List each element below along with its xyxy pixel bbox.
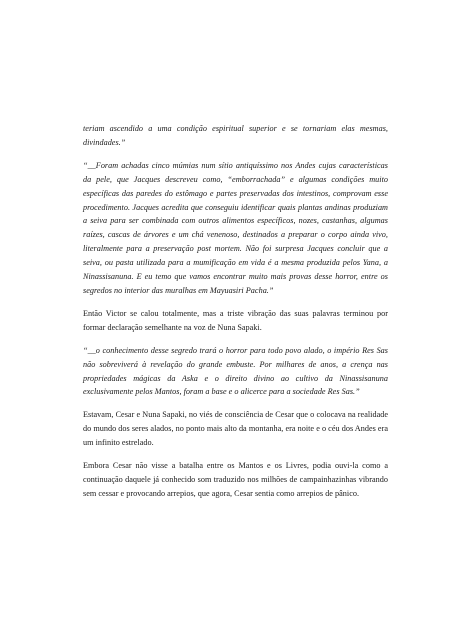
paragraph-5: Estavam, Cesar e Nuna Sapaki, no viés de consciência de Cesar que o colocava na realidade do mundo dos seres alados, no ponto mais alto da montanha, era noite e o céu dos Andes era um infinito estrelado. [83,410,388,448]
paragraph-2: “__Foram achadas cinco múmias num sítio antiquíssimo nos Andes cujas características da pele, que Jacques descreveu como, “emborrachada” e algumas condições muito específicas das paredes do estômago e partes preservadas dos intestinos, comprovam esse procedimento. Jacques acredita que conseguiu identificar quais plantas andinas produziam a seiva para ser combinada com outros alimentos específicos, nozes, castanhas, algumas raízes, cascas de árvores e um chá venenoso, destinados a preparar o corpo ainda vivo, literalmente para a preservação post mortem. Não foi surpresa Jacques concluir que a seiva, ou pasta utilizada para a mumificação em vida é a mesma produzida pelos Yana, a Ninassisanuna. E eu temo que vamos encontrar muito mais provas desse horror, entre os segredos no interior das muralhas em Mayuasiri Pacha.” [83,160,388,295]
paragraph-1: teriam ascendido a uma condição espiritual superior e se tornariam elas mesmas, divindades.” [83,124,388,147]
paragraph-4: “__o conhecimento desse segredo trará o horror para todo povo alado, o império Res Sas não sobreviverá à revelação do grande embuste. Por milhares de anos, a crença nas propriedades mágicas da Aska e o direito divino ao cultivo da Ninassisanuna exclusivamente pelos Mantos, foram a base e o alicerce para a sociedade Res Sas.” [83,345,388,397]
paragraph-6: Embora Cesar não visse a batalha entre os Mantos e os Livres, podia ouvi-la como a continuação daquele já conhecido som traduzido nos milhões de campainhazinhas vibrando sem cessar e provocando arrepios, que agora, Cesar sentia como arrepios de pânico. [83,461,388,498]
paragraph-3: Então Victor se calou totalmente, mas a triste vibração das suas palavras terminou por formar declaração semelhante na voz de Nuna Sapaki. [83,308,388,332]
